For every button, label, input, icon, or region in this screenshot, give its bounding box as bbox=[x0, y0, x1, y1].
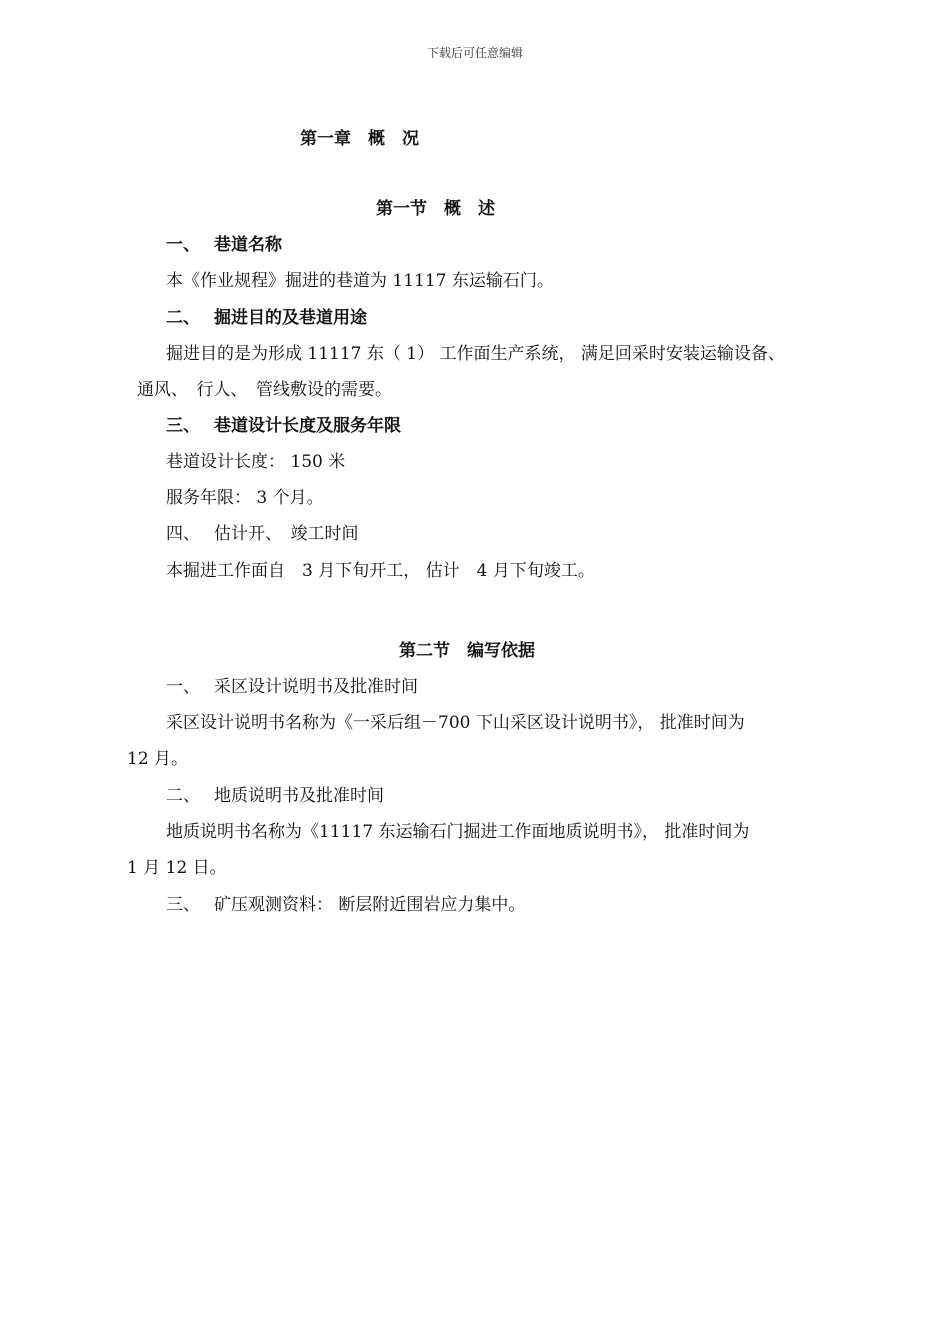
section-2-heading-1 bbox=[166, 675, 418, 699]
heading-number: 三、 bbox=[166, 416, 200, 436]
heading-text: 巷道名称 bbox=[214, 235, 282, 255]
section-1-paragraph-4: 本掘进工作面自 3 月下旬开工， 估计 4 月下旬竣工。 bbox=[166, 561, 595, 581]
section-1-paragraph-1: 本《作业规程》掘进的巷道为 11117 东运输石门。 bbox=[166, 271, 554, 291]
section-1-paragraph-3a: 巷道设计长度： 150 米 bbox=[166, 452, 346, 472]
heading-text: 地质说明书及批准时间 bbox=[214, 786, 384, 806]
section-1-paragraph-2-line-2: 通风、 行人、 管线敷设的需要。 bbox=[137, 380, 392, 400]
heading-text: 巷道设计长度及服务年限 bbox=[214, 416, 401, 436]
heading-number: 二、 bbox=[166, 786, 200, 806]
heading-number: 一、 bbox=[166, 235, 200, 255]
section-1-heading-4 bbox=[166, 522, 359, 546]
section-2-heading-2 bbox=[166, 784, 384, 808]
section-1-heading-3 bbox=[166, 414, 401, 438]
heading-number: 三、 bbox=[166, 895, 200, 915]
heading-text: 采区设计说明书及批准时间 bbox=[214, 677, 418, 697]
heading-text: 矿压观测资料： 断层附近围岩应力集中。 bbox=[214, 895, 526, 915]
heading-number: 一、 bbox=[166, 677, 200, 697]
section-1-heading-1 bbox=[166, 233, 282, 257]
heading-text: 估计开、 竣工时间 bbox=[214, 524, 359, 544]
chapter-title: 第一章 概 况 bbox=[300, 129, 419, 149]
section-2-paragraph-2-line-2: 1 月 12 日。 bbox=[127, 858, 227, 878]
section-2-paragraph-1-line-1: 采区设计说明书名称为《一采后组－700 下山采区设计说明书》， 批准时间为 bbox=[166, 713, 745, 733]
section-2-heading-3 bbox=[166, 893, 525, 917]
section-1-paragraph-2-line-1: 掘进目的是为形成 11117 东（ 1） 工作面生产系统， 满足回采时安装运输设备、 bbox=[166, 344, 785, 364]
heading-number: 四、 bbox=[166, 524, 200, 544]
header-note: 下载后可任意编辑 bbox=[426, 46, 523, 60]
section-2-paragraph-1-line-2: 12 月。 bbox=[127, 749, 189, 769]
heading-text: 掘进目的及巷道用途 bbox=[214, 308, 367, 328]
section-2-title: 第二节 编写依据 bbox=[399, 641, 535, 661]
section-2-paragraph-2-line-1: 地质说明书名称为《11117 东运输石门掘进工作面地质说明书》， 批准时间为 bbox=[166, 822, 750, 842]
heading-number: 二、 bbox=[166, 308, 200, 328]
section-1-paragraph-3b: 服务年限： 3 个月。 bbox=[166, 488, 324, 508]
section-1-heading-2 bbox=[166, 306, 367, 330]
section-1-title: 第一节 概 述 bbox=[376, 199, 495, 219]
